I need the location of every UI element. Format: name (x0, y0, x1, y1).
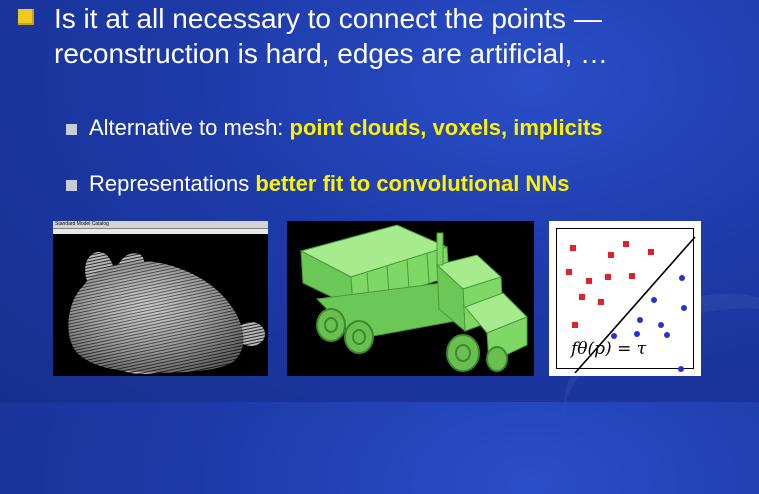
sub-bullet-1-text: Alternative to mesh: (89, 115, 290, 140)
red-points (566, 241, 654, 328)
main-bullet-icon (18, 9, 34, 25)
sub-bullet-2-text: Representations (89, 171, 256, 196)
voxel-truck-image (287, 221, 534, 376)
sub-bullet-icon (66, 180, 77, 191)
implicit-frame (556, 228, 694, 369)
point-cloud-bunny-image (53, 221, 268, 376)
implicit-formula: fθ(p) = τ (571, 339, 647, 359)
sub-bullet-1 (89, 114, 603, 142)
bunny-point-cloud-svg (53, 234, 268, 376)
implicit-function-diagram (549, 221, 701, 376)
sub-bullet-2-highlight: better fit to convolutional NNs (255, 171, 570, 196)
sub-bullet-2 (89, 170, 569, 198)
bunny-window-titlebar: Standard Model Catalog (53, 221, 268, 229)
main-bullet-line-1: Is it at all necessary to connect the points — (54, 3, 602, 34)
sub-bullet-icon (66, 124, 77, 135)
voxel-truck-svg (287, 221, 534, 376)
sub-bullet-1-highlight: point clouds, voxels, implicits (289, 115, 603, 140)
main-bullet-line-2: reconstruction is hard, edges are artificial, … (54, 38, 609, 69)
